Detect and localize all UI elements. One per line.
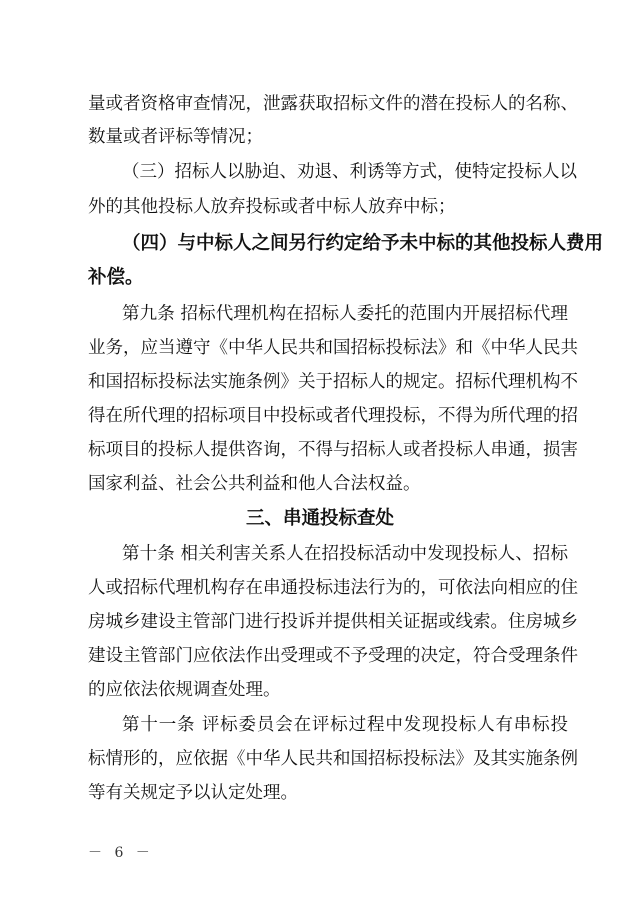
text-line: 建设主管部门应依法作出受理或不予受理的决定，符合受理条件 xyxy=(88,646,578,666)
page-number: － 6 － xyxy=(88,845,154,861)
text-line: 外的其他投标人放弃投标或者中标人放弃中标； xyxy=(88,197,456,217)
bold-line: 补偿。 xyxy=(88,267,144,288)
text-line: 和国招标投标法实施条例》关于招标人的规定。招标代理机构不 xyxy=(88,372,578,392)
text-line: 量或者资格审查情况，泄露获取招标文件的潜在投标人的名称、 xyxy=(88,94,578,114)
text-line: 等有关规定予以认定处理。 xyxy=(88,783,298,803)
article-11-line: 第十一条 评标委员会在评标过程中发现投标人有串标投 xyxy=(122,715,568,735)
section-heading: 三、串通投标查处 xyxy=(245,508,394,529)
text-line: 业务，应当遵守《中华人民共和国招标投标法》和《中华人民共 xyxy=(88,338,578,358)
article-10-line: 第十条 相关利害关系人在招投标活动中发现投标人、招标 xyxy=(122,544,568,564)
text-line: 国家利益、社会公共利益和他人合法权益。 xyxy=(88,474,421,494)
text-line: 数量或者评标等情况； xyxy=(88,127,263,147)
text-line: （三）招标人以胁迫、劝退、利诱等方式，使特定投标人以 xyxy=(122,162,577,182)
text-line: 房城乡建设主管部门进行投诉并提供相关证据或线索。住房城乡 xyxy=(88,612,578,632)
article-9-line: 第九条 招标代理机构在招标人委托的范围内开展招标代理 xyxy=(122,304,568,324)
text-line: 得在所代理的招标项目中投标或者代理投标，不得为所代理的招 xyxy=(88,406,578,426)
text-line: 标情形的，应依据《中华人民共和国招标投标法》及其实施条例 xyxy=(88,749,578,769)
text-line: 的应依法依规调查处理。 xyxy=(88,680,281,700)
text-line: 人或招标代理机构存在串通投标违法行为的，可依法向相应的住 xyxy=(88,578,578,598)
text-line: 标项目的投标人提供咨询，不得与招标人或者投标人串通，损害 xyxy=(88,440,578,460)
bold-line: （四）与中标人之间另行约定给予未中标的其他投标人费用 xyxy=(122,233,604,254)
